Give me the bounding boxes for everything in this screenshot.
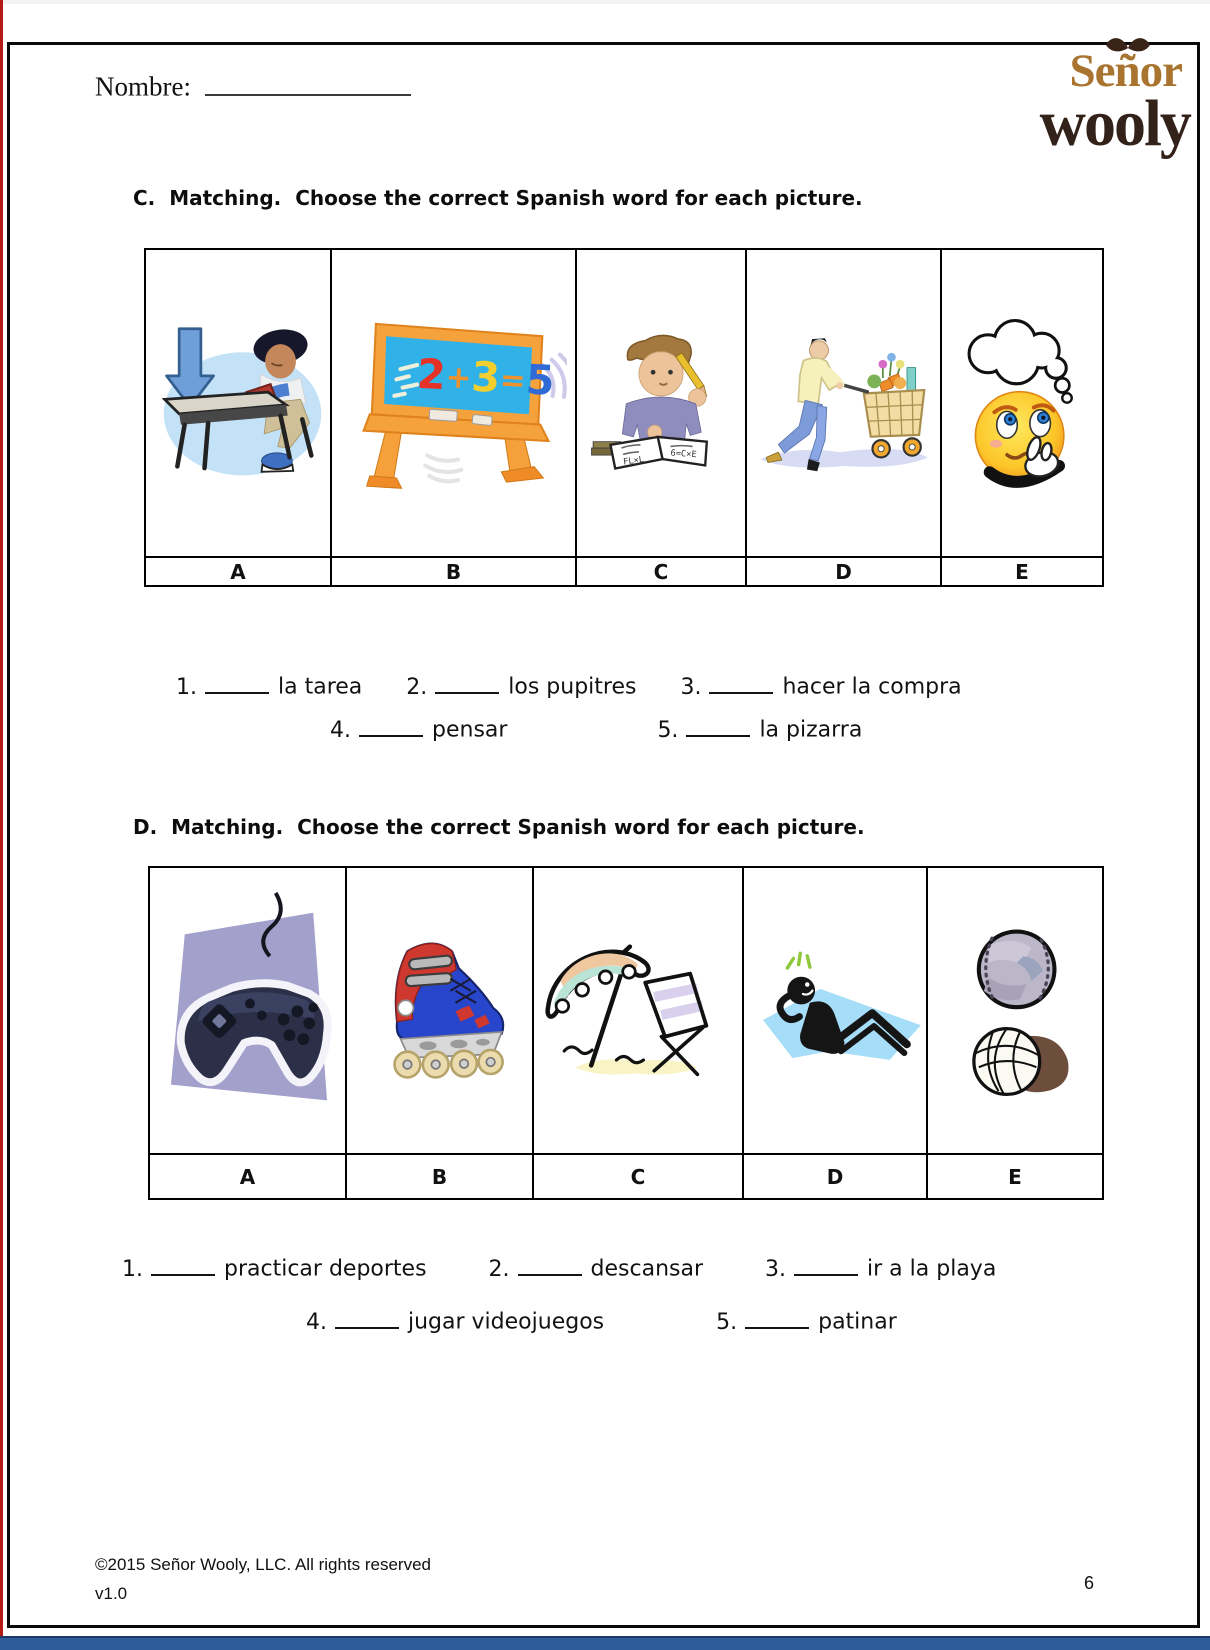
answer-item: 5. la pizarra — [657, 717, 863, 743]
answer-blank — [709, 673, 773, 694]
section-c-picture-table — [144, 248, 1104, 587]
answer-blank — [205, 673, 269, 694]
section-c-answers-row1 — [176, 673, 962, 700]
chalkboard-math-image — [341, 305, 567, 501]
table-d-label-a: A — [150, 1153, 347, 1198]
logo-line1: Señor — [1008, 48, 1190, 95]
answer-item: 1. practicar deportes — [122, 1256, 427, 1282]
table-c-cell-a — [146, 250, 332, 556]
game-controller-image — [159, 887, 337, 1134]
bottom-blue-bar — [0, 1636, 1210, 1650]
table-c-label-a: A — [146, 556, 332, 585]
svg-text:6=C×E: 6=C×E — [670, 448, 697, 461]
section-c-answers-row2 — [330, 716, 862, 743]
left-edge-stripe — [0, 0, 3, 1650]
answer-blank — [359, 716, 423, 737]
thinking-emoji-image — [947, 319, 1097, 488]
answer-blank — [151, 1255, 215, 1276]
page-number: 6 — [1084, 1573, 1095, 1593]
table-d-label-b: B — [347, 1153, 534, 1198]
answer-item: 5. patinar — [716, 1309, 897, 1335]
table-d-cell-e — [928, 868, 1102, 1153]
answer-item: 3. hacer la compra — [680, 674, 962, 700]
table-c-label-e: E — [942, 556, 1102, 585]
section-d-heading: D. Matching. Choose the correct Spanish word for each picture. — [133, 815, 865, 839]
table-c-cell-c — [577, 250, 747, 556]
answer-blank — [686, 716, 750, 737]
top-edge-strip — [0, 0, 1210, 4]
answer-item: 4. jugar videojuegos — [306, 1309, 605, 1335]
copyright-text: ©2015 Señor Wooly, LLC. All rights reserved — [95, 1555, 432, 1574]
table-d-label-d: D — [744, 1153, 928, 1198]
name-label: Nombre: — [95, 71, 191, 102]
answer-item: 1. la tarea — [176, 674, 363, 700]
answer-blank — [794, 1255, 858, 1276]
table-d-cell-a — [150, 868, 347, 1153]
table-d-label-c: C — [534, 1153, 744, 1198]
answer-item: 2. los pupitres — [406, 674, 637, 700]
table-d-cell-b — [347, 868, 534, 1153]
senor-wooly-logo — [1008, 45, 1190, 160]
answer-blank — [745, 1308, 809, 1329]
table-d-cell-c — [534, 868, 744, 1153]
svg-text:FL×L: FL×L — [622, 454, 645, 468]
table-c-cell-d — [747, 250, 942, 556]
table-c-label-d: D — [747, 556, 942, 585]
section-d-answers-row2 — [306, 1308, 897, 1335]
table-c-label-c: C — [577, 556, 747, 585]
answer-blank — [518, 1255, 582, 1276]
name-blank — [205, 68, 411, 96]
boy-doing-homework-image — [582, 328, 740, 478]
answer-blank — [335, 1308, 399, 1329]
logo-line2: wooly — [1039, 87, 1190, 160]
section-c-heading: C. Matching. Choose the correct Spanish word for each picture. — [133, 186, 863, 210]
inline-skate-image — [354, 929, 526, 1092]
answer-blank — [435, 673, 499, 694]
version-text: v1.0 — [95, 1584, 128, 1603]
person-relaxing-image — [744, 936, 926, 1085]
answer-item: 2. descansar — [488, 1256, 704, 1282]
student-at-desk-down-arrow-image — [152, 297, 324, 509]
answer-item: 3. ir a la playa — [765, 1256, 997, 1282]
table-c-label-b: B — [332, 556, 577, 585]
mustache-icon — [1104, 34, 1152, 56]
section-d-answers-row1 — [122, 1255, 996, 1282]
table-c-cell-e — [942, 250, 1102, 556]
svg-text:2+3=5: 2+3=5 — [415, 349, 556, 405]
table-c-cell-b — [332, 250, 577, 556]
grocery-cart-image — [753, 321, 935, 485]
section-d-picture-table — [148, 866, 1104, 1200]
name-line — [95, 68, 411, 103]
beach-umbrella-chair-image — [539, 925, 737, 1096]
answer-item: 4. pensar — [330, 717, 508, 743]
table-d-label-e: E — [928, 1153, 1102, 1198]
baseball-volleyball-image — [941, 920, 1089, 1101]
table-d-cell-d — [744, 868, 928, 1153]
